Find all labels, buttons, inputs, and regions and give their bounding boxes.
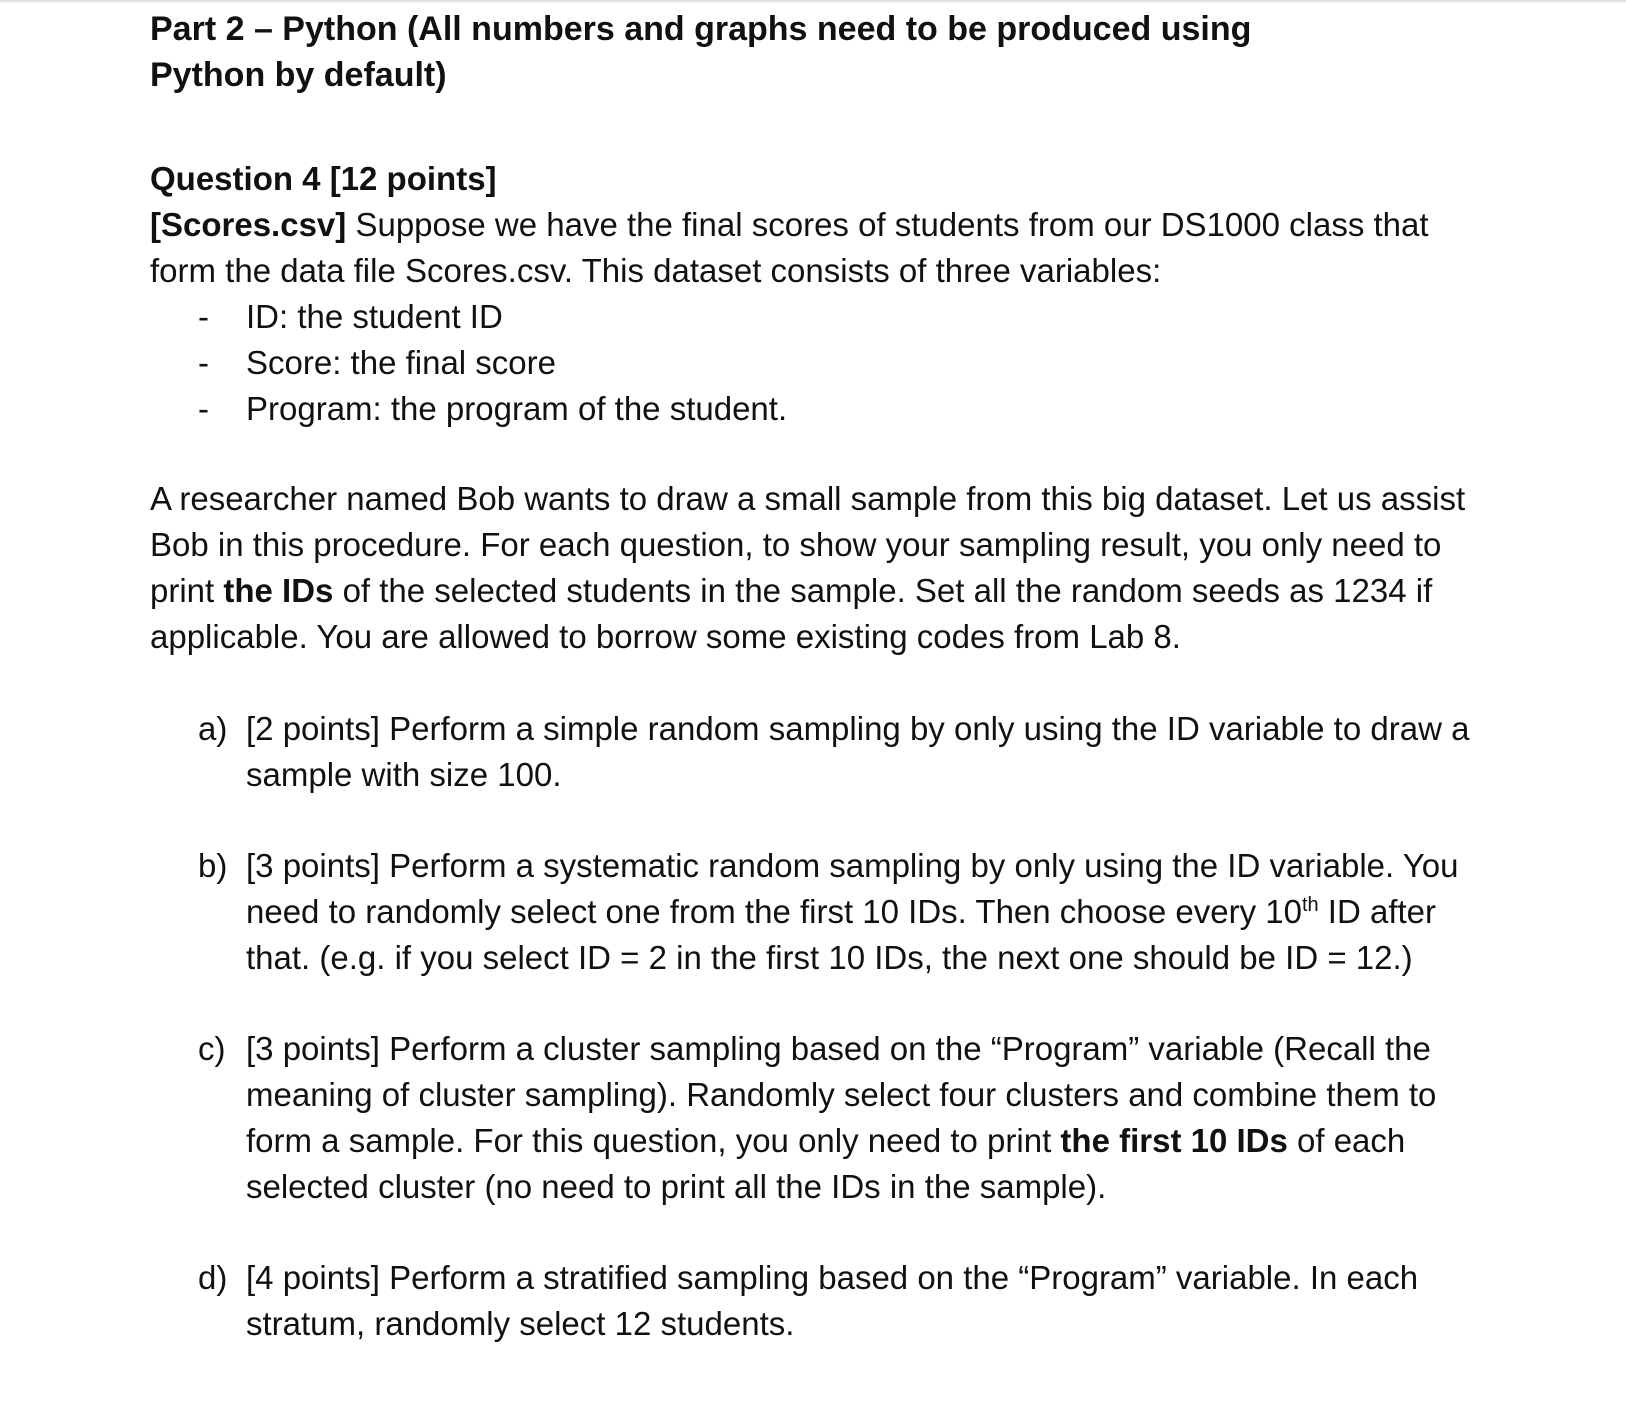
file-label: [Scores.csv] xyxy=(150,206,347,243)
variable-item-id xyxy=(150,294,1480,340)
question-text: [2 points] Perform a simple random sampling by only using the ID variable to draw a sample with size 100. xyxy=(246,710,1470,793)
question-text: of each selected cluster (no need to print all the IDs in the sample). xyxy=(246,1122,1406,1205)
top-border xyxy=(0,0,1626,4)
instructions-text: of the selected students in the sample. Set all the random seeds as 1234 if applicable. You are allowed to borrow some existing codes from Lab 8. xyxy=(150,572,1433,655)
document-body xyxy=(150,6,1480,1392)
variable-text: Score: the final score xyxy=(246,344,556,381)
question-bold: the first 10 IDs xyxy=(1060,1122,1288,1159)
list-dash: - xyxy=(198,390,209,427)
variable-list xyxy=(150,294,1480,432)
variable-item-score xyxy=(150,340,1480,386)
list-dash: - xyxy=(198,344,209,381)
superscript: th xyxy=(1301,894,1319,916)
question-title: Question 4 [12 points] xyxy=(150,160,497,197)
question-text: [3 points] Perform a cluster sampling based on the “Program” variable (Recall the meaning of cluster sampling). Randomly select four clusters and combine them to form a sample. For this question, you only need to print xyxy=(246,1030,1437,1159)
question-letter: c) xyxy=(198,1030,226,1067)
instructions-text: A researcher named Bob wants to draw a small sample from this big dataset. Let us assist Bob in this procedure. For each question, to show your sampling result, you only need to print xyxy=(150,480,1466,609)
variable-text: ID: the student ID xyxy=(246,298,503,335)
intro-text xyxy=(150,202,1480,294)
part-title: Part 2 – Python (All numbers and graphs need to be produced using Python by default) xyxy=(150,10,1252,94)
intro-body: Suppose we have the final scores of students from our DS1000 class that form the data file Scores.csv. This dataset consists of three variables: xyxy=(150,206,1429,289)
question-d xyxy=(150,1255,1480,1347)
instructions-bold: the IDs xyxy=(223,572,334,609)
question-letter: b) xyxy=(198,847,228,884)
question-text: [3 points] Perform a systematic random sampling by only using the ID variable. You need to randomly select one from the first 10 IDs. Then choose every 10 xyxy=(246,847,1459,930)
question-a xyxy=(150,706,1480,798)
question-letter: d) xyxy=(198,1259,228,1296)
instructions-paragraph xyxy=(150,476,1480,660)
list-dash: - xyxy=(198,298,209,335)
question-c xyxy=(150,1026,1480,1210)
question-text: ID after that. (e.g. if you select ID = 2 in the first 10 IDs, the next one should be ID = 12.) xyxy=(246,893,1437,976)
question-letter: a) xyxy=(198,710,228,747)
variable-item-program xyxy=(150,386,1480,432)
question-list xyxy=(150,706,1480,1347)
question-text: [4 points] Perform a stratified sampling based on the “Program” variable. In each stratum, randomly select 12 students. xyxy=(246,1259,1419,1342)
question-b xyxy=(150,843,1480,981)
variable-text: Program: the program of the student. xyxy=(246,390,788,427)
